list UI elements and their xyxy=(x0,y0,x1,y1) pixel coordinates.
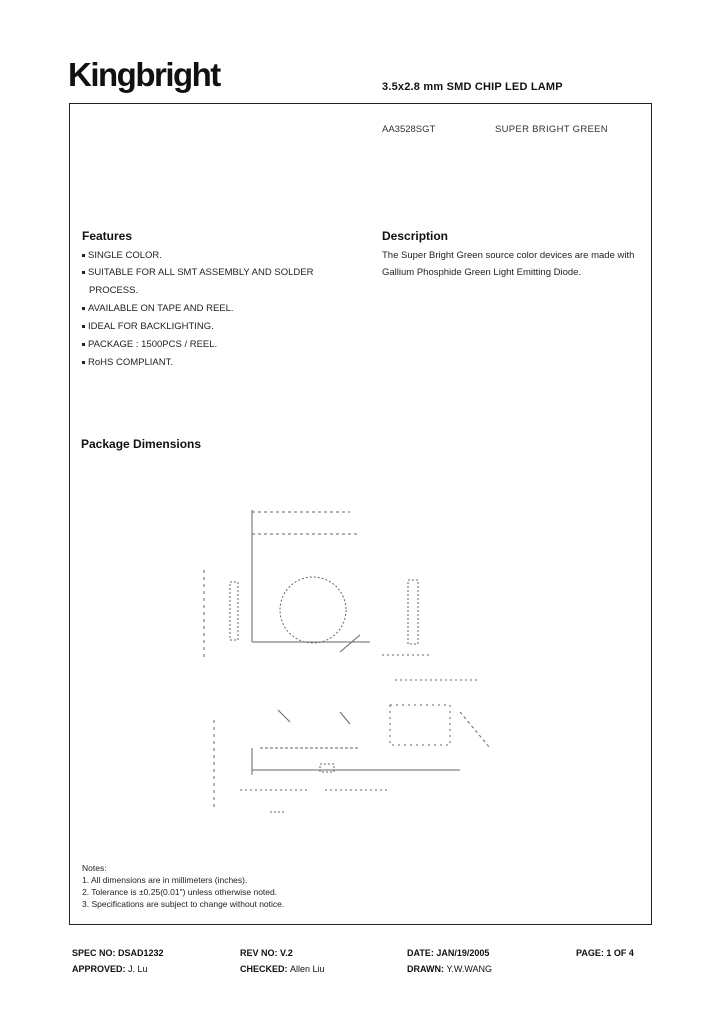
feature-item-continuation: PROCESS. xyxy=(89,285,139,296)
document-date: DATE: JAN/19/2005 xyxy=(407,948,490,958)
checked-by: CHECKED: Allen Liu xyxy=(240,964,325,974)
notes-heading: Notes: xyxy=(82,863,107,873)
part-number: AA3528SGT xyxy=(382,124,436,135)
bullet-icon xyxy=(82,325,85,328)
approved-by: APPROVED: J. Lu xyxy=(72,964,148,974)
description-text: The Super Bright Green source color devices are made with Gallium Phosphide Green Light Emitting Diode. xyxy=(382,250,635,278)
feature-item: PACKAGE : 1500PCS / REEL. xyxy=(82,339,217,350)
drawn-by: DRAWN: Y.W.WANG xyxy=(407,964,493,974)
bullet-icon xyxy=(82,307,85,310)
feature-item: RoHS COMPLIANT. xyxy=(82,357,173,368)
note-item: 1. All dimensions are in millimeters (inches). xyxy=(82,875,248,885)
revision-number: REV NO: V.2 xyxy=(240,948,293,958)
spec-number: SPEC NO: DSAD1232 xyxy=(72,948,164,958)
document-title: 3.5x2.8 mm SMD CHIP LED LAMP xyxy=(382,81,563,93)
bullet-icon xyxy=(82,271,85,274)
feature-item: SINGLE COLOR. xyxy=(82,250,162,261)
note-item: 3. Specifications are subject to change without notice. xyxy=(82,899,285,909)
feature-item: AVAILABLE ON TAPE AND REEL. xyxy=(82,303,234,314)
bullet-icon xyxy=(82,343,85,346)
note-item: 2. Tolerance is ±0.25(0.01") unless otherwise noted. xyxy=(82,887,278,897)
features-heading: Features xyxy=(82,229,133,243)
part-name: SUPER BRIGHT GREEN xyxy=(495,124,608,135)
feature-item: SUITABLE FOR ALL SMT ASSEMBLY AND SOLDER xyxy=(82,267,313,278)
package-dimension-drawing xyxy=(190,490,510,830)
bullet-icon xyxy=(82,254,85,257)
bullet-icon xyxy=(82,361,85,364)
description-heading: Description xyxy=(382,229,449,243)
feature-item: IDEAL FOR BACKLIGHTING. xyxy=(82,321,214,332)
page-number: PAGE: 1 OF 4 xyxy=(576,948,634,958)
brand-logo: Kingbright xyxy=(68,56,220,93)
package-heading: Package Dimensions xyxy=(81,437,202,451)
